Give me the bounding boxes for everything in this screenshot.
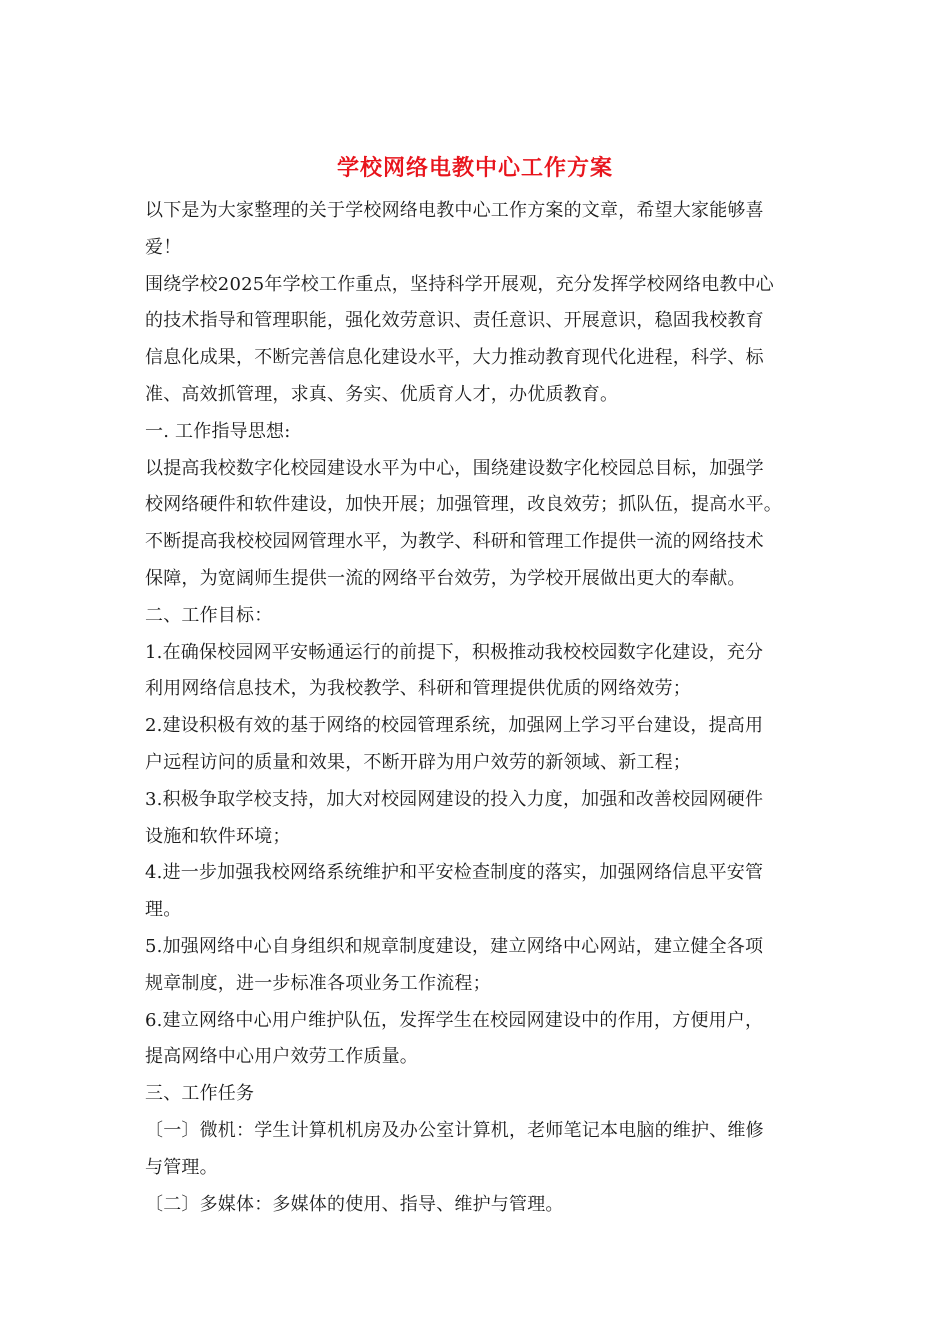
text-line: 保障，为宽阔师生提供一流的网络平台效劳，为学校开展做出更大的奉献。 xyxy=(145,567,746,589)
section-heading: 一. 工作指导思想: xyxy=(145,420,291,442)
list-item: 〔二〕多媒体：多媒体的使用、指导、维护与管理。 xyxy=(145,1193,564,1215)
list-item: 〔一〕微机：学生计算机机房及办公室计算机，老师笔记本电脑的维护、维修 xyxy=(145,1119,764,1141)
text-line: 不断提高我校校园网管理水平，为教学、科研和管理工作提供一流的网络技术 xyxy=(145,531,764,553)
text-line: 规章制度，进一步标准各项业务工作流程； xyxy=(145,972,491,994)
text-line: 以下是为大家整理的关于学校网络电教中心工作方案的文章，希望大家能够喜 xyxy=(145,200,764,221)
text-line: 以提高我校数字化校园建设水平为中心，围绕建设数字化校园总目标，加强学 xyxy=(145,457,764,479)
document-title: 学校网络电教中心工作方案 xyxy=(336,155,613,181)
document-body xyxy=(145,193,810,1223)
text-line: 利用网络信息技术，为我校教学、科研和管理提供优质的网络效劳； xyxy=(145,678,691,700)
text-line: 提高网络中心用户效劳工作质量。 xyxy=(145,1046,418,1068)
text-line: 户远程访问的质量和效果，不断开辟为用户效劳的新领域、新工程； xyxy=(145,751,691,773)
section-heading: 二、工作目标： xyxy=(145,604,273,626)
section-heading: 三、工作任务 xyxy=(145,1083,255,1105)
text-line: 准、高效抓管理，求真、务实、优质育人才，办优质教育。 xyxy=(145,383,619,405)
text-line: 信息化成果，不断完善信息化建设水平，大力推动教育现代化进程，科学、标 xyxy=(145,347,764,369)
list-item: 1.在确保校园网平安畅通运行的前提下，积极推动我校校园数字化建设，充分 xyxy=(145,641,764,663)
text-line: 校网络硬件和软件建设，加快开展；加强管理，改良效劳；抓队伍，提高水平。 xyxy=(145,494,782,516)
list-item: 3.积极争取学校支持，加大对校园网建设的投入力度，加强和改善校园网硬件 xyxy=(145,788,764,810)
list-item: 4.进一步加强我校网络系统维护和平安检查制度的落实，加强网络信息平安管 xyxy=(145,862,764,884)
list-item: 5.加强网络中心自身组织和规章制度建设，建立网络中心网站，建立健全各项 xyxy=(145,935,764,957)
text-line: 设施和软件环境； xyxy=(145,825,291,847)
text-line: 的技术指导和管理职能，强化效劳意识、责任意识、开展意识，稳固我校教育 xyxy=(145,310,764,332)
text-line: 围绕学校2025年学校工作重点，坚持科学开展观，充分发挥学校网络电教中心 xyxy=(145,273,775,295)
text-line: 与管理。 xyxy=(145,1156,218,1178)
list-item: 2.建设积极有效的基于网络的校园管理系统，加强网上学习平台建设，提高用 xyxy=(145,715,764,737)
list-item: 6.建立网络中心用户维护队伍，发挥学生在校园网建设中的作用，方便用户， xyxy=(145,1009,764,1031)
text-line: 爱！ xyxy=(145,236,182,258)
text-line: 理。 xyxy=(145,899,182,921)
